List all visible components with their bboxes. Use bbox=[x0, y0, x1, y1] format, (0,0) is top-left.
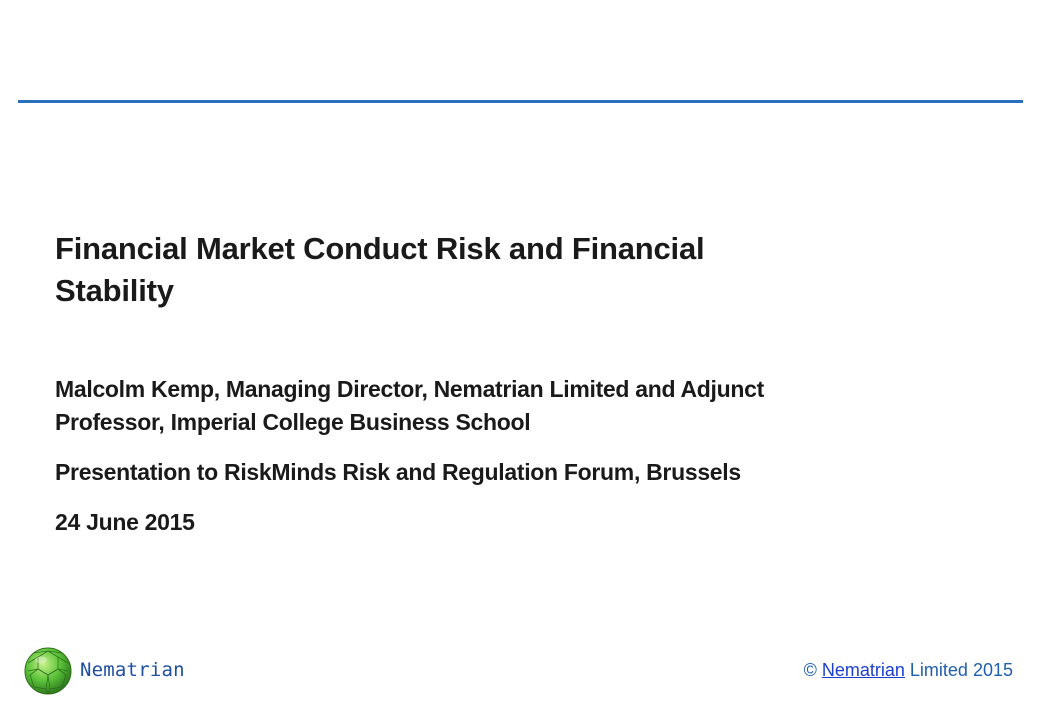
copyright-notice bbox=[804, 660, 1013, 681]
nematrian-link[interactable]: Nematrian bbox=[821, 660, 905, 680]
slide-title: Financial Market Conduct Risk and Financial Stability bbox=[55, 231, 705, 308]
date-line: 24 June 2015 bbox=[55, 509, 195, 535]
copyright-symbol: © bbox=[803, 660, 817, 680]
brand-name: Nematrian bbox=[80, 659, 185, 681]
copyright-suffix: Limited 2015 bbox=[909, 660, 1013, 680]
header-divider bbox=[18, 100, 1023, 103]
author-line: Malcolm Kemp, Managing Director, Nematrian Limited and Adjunct Professor, Imperial College Business School bbox=[55, 376, 764, 435]
green-polyhedron-icon bbox=[22, 645, 74, 697]
event-line: Presentation to RiskMinds Risk and Regulation Forum, Brussels bbox=[55, 459, 741, 485]
subtitle-block bbox=[55, 373, 835, 556]
